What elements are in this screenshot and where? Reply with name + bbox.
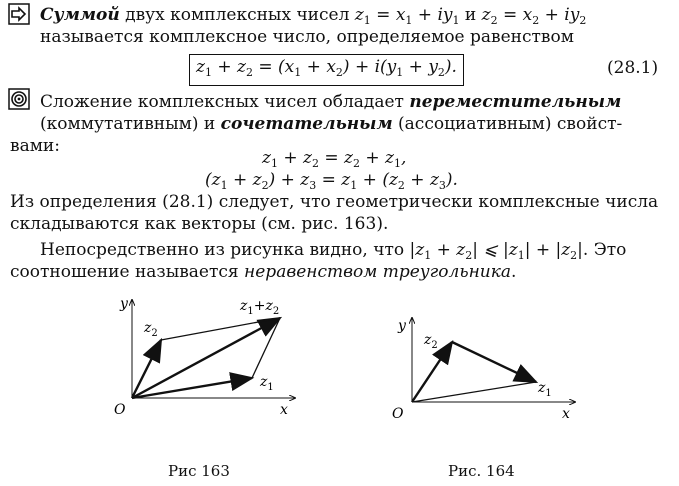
geometric-line-2: складываются как векторы (см. рис. 163). (10, 214, 389, 234)
term-commutative: переместительным (409, 92, 622, 112)
z1-label: $z_1$ (538, 380, 552, 399)
x-label: x (280, 402, 288, 418)
caption-fig-164: Рис. 164 (448, 462, 515, 480)
x-label: x (562, 406, 570, 422)
boxed-formula: $z_1 + z_2 = (x_1 + x_2) + i(y_1 + y_2)$. (189, 54, 464, 86)
sum-label: $z_1+z_2$ (240, 298, 280, 317)
z2-label: $z_2$ (144, 320, 158, 339)
origin-label: O (114, 402, 126, 418)
geometric-line-1: Из определения (28.1) следует, что геометрически комплексные числа (10, 192, 659, 212)
figure-164 (380, 310, 590, 430)
vector-z1-shifted (452, 342, 536, 382)
y-label: y (398, 318, 406, 334)
caption-fig-163: Рис 163 (168, 462, 230, 480)
associative-law: $(z_1 + z_2) + z_3 = z_1 + (z_2 + z_3)$. (205, 170, 458, 192)
y-label: y (120, 296, 128, 312)
commutative-law: $z_1 + z_2 = z_2 + z_1$, (262, 148, 407, 170)
property-line-3: вами: (10, 136, 60, 156)
z2-label: $z_2$ (424, 332, 438, 351)
arrow-into-box-icon (8, 3, 30, 25)
term-sum: Суммой (40, 5, 120, 25)
triangle-line-2: соотношение называется неравенством треугольника. (10, 262, 517, 282)
vector-z2 (412, 342, 452, 402)
triangle-line-1: Непосредственно из рисунка видно, что $|z_1 + z_2|$ ⩽ $|z_1| + |z_2|$. Это (40, 240, 627, 262)
definition-line-2: называется комплексное число, определяемое равенством (40, 27, 574, 47)
term-triangle-inequality: неравенством треугольника (244, 262, 512, 282)
z1-label: $z_1$ (260, 374, 274, 393)
term-associative: сочетательным (220, 114, 393, 134)
parallelogram-right (252, 318, 280, 378)
figure-163 (100, 290, 310, 430)
triangle-base (412, 382, 536, 402)
property-line-2: (коммутативным) и сочетательным (ассоциативным) свойст- (40, 114, 623, 134)
definition-line-1: Суммой двух комплексных чисел $z_1 = x_1 + iy_1$ и $z_2 = x_2 + iy_2$ (40, 5, 587, 27)
target-icon (8, 88, 30, 110)
property-line-1: Сложение комплексных чисел обладает переместительным (40, 92, 622, 112)
equation-number: (28.1) (607, 58, 659, 78)
origin-label: O (392, 406, 404, 422)
